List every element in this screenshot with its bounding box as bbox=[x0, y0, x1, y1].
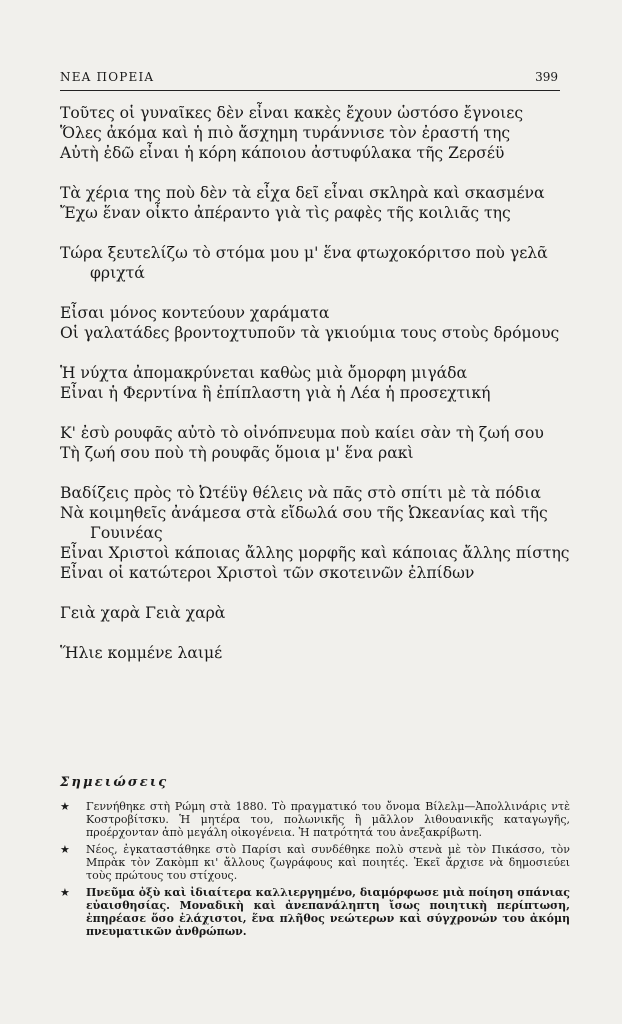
running-head: ΝΕΑ ΠΟΡΕΙΑ bbox=[60, 70, 155, 84]
note-text: Πνεῦμα ὀξὺ καὶ ἰδιαίτερα καλλιεργημένο, διαμόρφωσε μιὰ ποίηση σπάνιας εὐαισθησίας. Μοναδικὴ καὶ ἀνεπανάληπτη ἴσως ποιητικὴ περίπτωση, ἐπηρέασε ὅσο ἐλάχιστοι, ἕνα πλῆθος νεώτερων καὶ σύγχρονών του ἀκόμη πνευματικῶν ἀνθρώπων. bbox=[86, 886, 570, 938]
poem-line: Οἱ γαλατάδες βροντοχτυποῦν τὰ γκιούμια τους στοὺς δρόμους bbox=[60, 324, 560, 342]
poem-line: Ὅλες ἀκόμα καὶ ἡ πιὸ ἄσχημη τυράννισε τὸν ἐραστή της bbox=[60, 124, 511, 142]
notes-list bbox=[60, 800, 570, 938]
poem-line: Αὐτὴ ἐδῶ εἶναι ἡ κόρη κάποιου ἀστυφύλακα τῆς Ζερσέϋ bbox=[60, 144, 505, 162]
page-header bbox=[60, 70, 560, 91]
notes-title: Σημειώσεις bbox=[60, 775, 169, 790]
page-number: 399 bbox=[535, 70, 558, 84]
poem-line: Τοῦτες οἱ γυναῖκες δὲν εἶναι κακὲς ἔχουν ὡστόσο ἔγνοιες bbox=[60, 104, 524, 122]
star-icon: ★ bbox=[60, 886, 70, 899]
poem-stanza bbox=[60, 183, 565, 223]
poem-line: Ἥλιε κομμένε λαιμέ bbox=[60, 644, 223, 662]
poem-stanza bbox=[60, 103, 565, 163]
poem-line: Τώρα ξευτελίζω τὸ στόμα μου μ' ἕνα φτωχοκόριτσο ποὺ γελᾶ bbox=[60, 244, 548, 262]
star-icon: ★ bbox=[60, 800, 70, 813]
poem-line: Νὰ κοιμηθεῖς ἀνάμεσα στὰ εἴδωλά σου τῆς Ὠκεανίας καὶ τῆς bbox=[60, 504, 548, 522]
poem-line: φριχτά bbox=[90, 264, 145, 282]
poem-line: Τὰ χέρια της ποὺ δὲν τὰ εἶχα δεῖ εἶναι σκληρὰ καὶ σκασμένα bbox=[60, 184, 545, 202]
poem-line: Εἶναι Χριστοὶ κάποιας ἄλλης μορφῆς καὶ κάποιας ἄλλης πίστης bbox=[60, 544, 570, 562]
note-text: Νέος, ἐγκαταστάθηκε στὸ Παρίσι καὶ συνδέθηκε πολὺ στενὰ μὲ τὸν Πικάσσο, τὸν Μπρὰκ τὸν Ζακὸμπ κι' ἄλλους ζωγράφους καὶ ποιητές. Ἐκεῖ ἄρχισε νὰ δημοσιεύει τοὺς πρώτους του στίχους. bbox=[86, 843, 570, 882]
poem-line: Γουινέας bbox=[90, 524, 163, 542]
poem-stanza bbox=[60, 483, 570, 583]
poem-stanza bbox=[60, 603, 565, 623]
poem-line: Βαδίζεις πρὸς τὸ Ὠτέϋγ θέλεις νὰ πᾶς στὸ σπίτι μὲ τὰ πόδια bbox=[60, 484, 541, 502]
note-item bbox=[60, 886, 570, 938]
poem-stanza bbox=[60, 303, 565, 343]
poem-line: Εἶναι ἡ Φερντίνα ἢ ἐπίπλαστη γιὰ ἡ Λέα ἡ προσεχτική bbox=[60, 384, 491, 402]
poem-line: Κ' ἐσὺ ρουφᾶς αὐτὸ τὸ οἰνόπνευμα ποὺ καίει σὰν τὴ ζωή σου bbox=[60, 424, 544, 442]
note-item bbox=[60, 800, 570, 839]
note-item bbox=[60, 843, 570, 882]
poem-line: Εἶσαι μόνος κοντεύουν χαράματα bbox=[60, 304, 330, 322]
note-text: Γεννήθηκε στὴ Ρώμη στὰ 1880. Τὸ πραγματικό του ὄνομα Βίλελμ—Ἀπολλινάρις ντὲ Κοστροβίτσκυ. Ἡ μητέρα του, πολωνικῆς ἢ μᾶλλον λιθουανικῆς καταγωγῆς, προέρχονταν ἀπὸ μεγάλη οἰκογένεια. Ἡ πατρότητά του ἀνεξακρίβωτη. bbox=[86, 800, 570, 839]
star-icon: ★ bbox=[60, 843, 70, 856]
poem-stanza bbox=[60, 243, 565, 283]
poem-line: Εἶναι οἱ κατώτεροι Χριστοὶ τῶν σκοτεινῶν ἐλπίδων bbox=[60, 564, 475, 582]
poem-line: Τὴ ζωή σου ποὺ τὴ ρουφᾶς ὅμοια μ' ἕνα ρακὶ bbox=[60, 444, 414, 462]
poem-line: Γειὰ χαρὰ Γειὰ χαρὰ bbox=[60, 604, 226, 622]
poem-stanza bbox=[60, 423, 565, 463]
poem-stanza bbox=[60, 643, 565, 663]
poem bbox=[60, 103, 570, 683]
notes-section bbox=[60, 775, 570, 942]
poem-line: Ἔχω ἕναν οἶκτο ἀπέραντο γιὰ τὶς ραφὲς τῆς κοιλιᾶς της bbox=[60, 204, 511, 222]
poem-stanza bbox=[60, 363, 565, 403]
poem-line: Ἡ νύχτα ἀπομακρύνεται καθὼς μιὰ ὄμορφη μιγάδα bbox=[60, 364, 468, 382]
